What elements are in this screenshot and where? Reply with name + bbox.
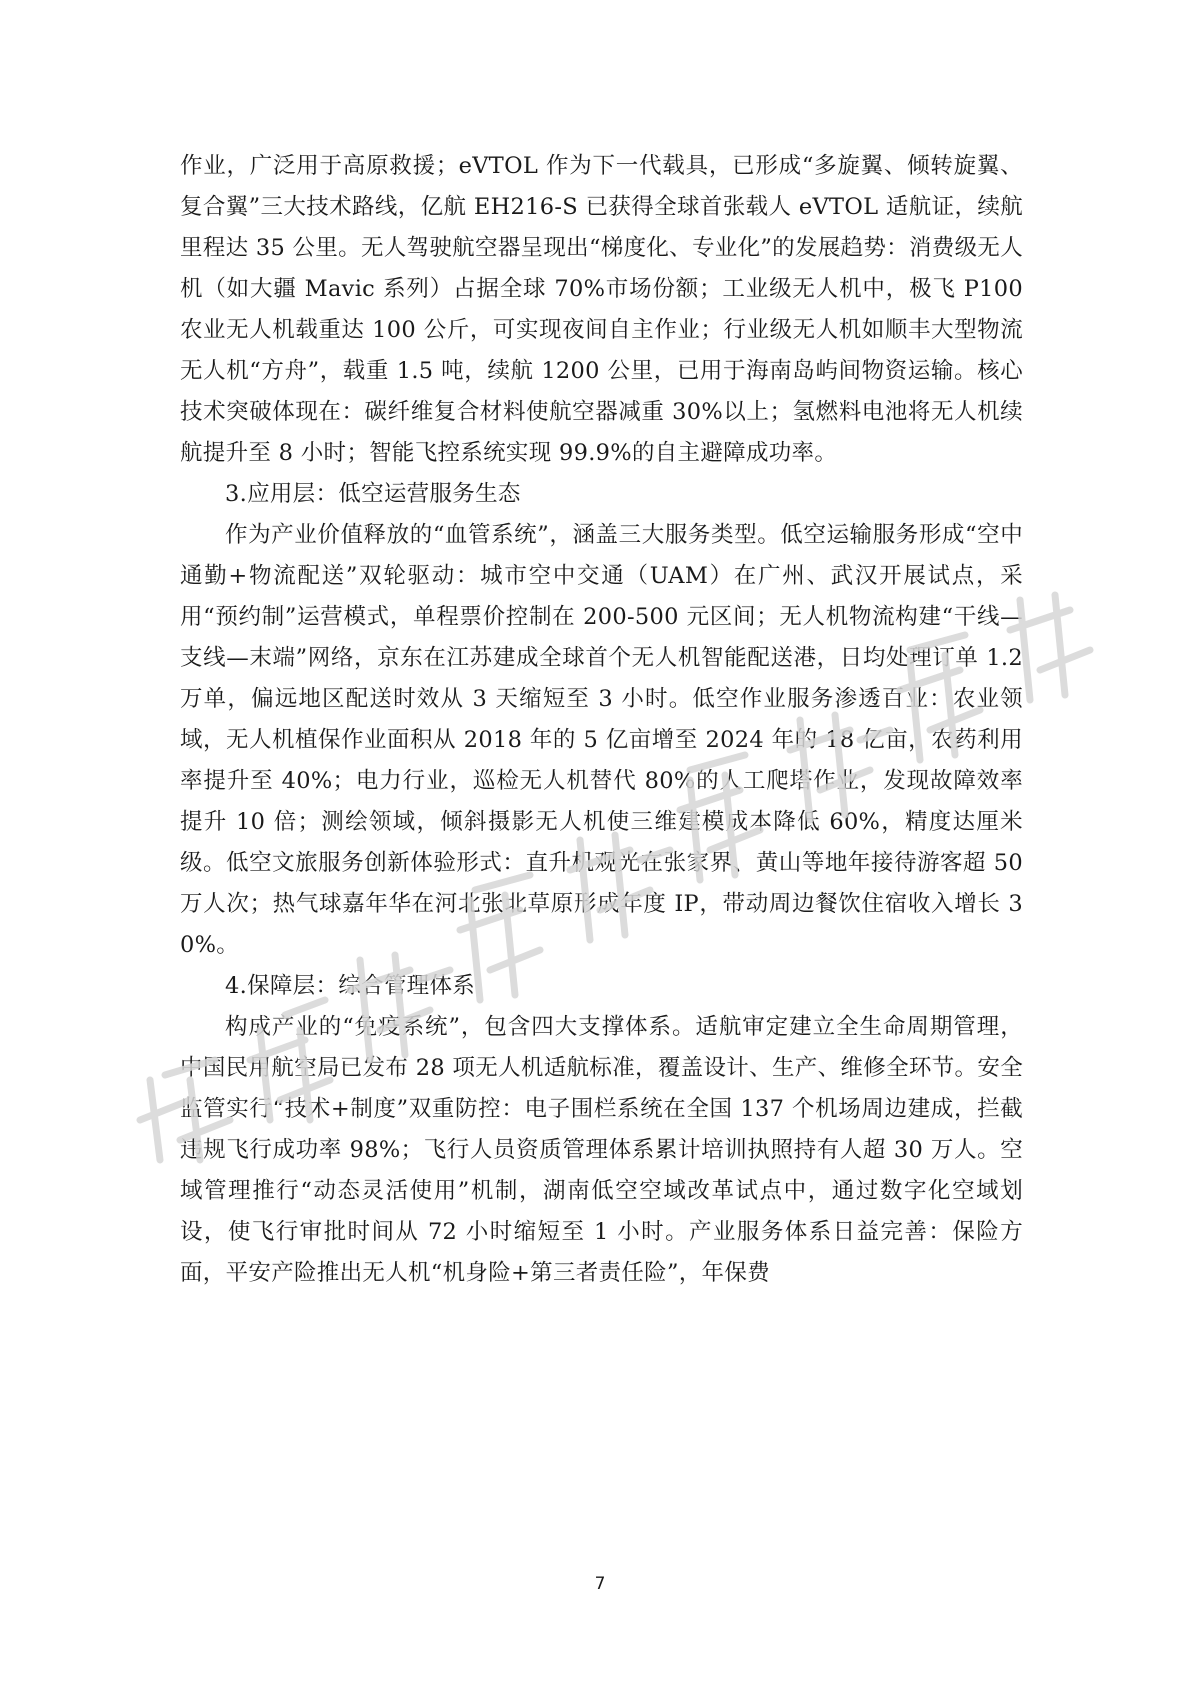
page-content (180, 146, 1023, 1294)
page-number: 7 (594, 1574, 606, 1594)
paragraph-support-layer: 构成产业的“免疫系统”，包含四大支撑体系。适航审定建立全生命周期管理，中国民用航空局已发布 28 项无人机适航标准，覆盖设计、生产、维修全环节。安全监管实行“技术+制度”双重防控：电子围栏系统在全国 137 个机场周边建成，拦截违规飞行成功率 98%；飞行人员资质管理体系累计培训执照持有人超 30 万人。空域管理推行“动态灵活使用”机制，湖南低空空域改革试点中，通过数字化空域划设，使飞行审批时间从 72 小时缩短至 1 小时。产业服务体系日益完善：保险方面，平安产险推出无人机“机身险+第三者责任险”，年保费 (180, 1014, 1023, 1286)
section-heading-application-layer: 3.应用层：低空运营服务生态 (225, 481, 521, 507)
paragraph-application-layer: 作为产业价值释放的“血管系统”，涵盖三大服务类型。低空运输服务形成“空中通勤+物流配送”双轮驱动：城市空中交通（UAM）在广州、武汉开展试点，采用“预约制”运营模式，单程票价控制在 200-500 元区间；无人机物流构建“干线—支线—末端”网络，京东在江苏建成全球首个无人机智能配送港，日均处理订单 1.2 万单，偏远地区配送时效从 3 天缩短至 3 小时。低空作业服务渗透百业：农业领域，无人机植保作业面积从 2018 年的 5 亿亩增至 2024 年的 18 亿亩，农药利用率提升至 40%；电力行业，巡检无人机替代 80%的人工爬塔作业，发现故障效率提升 10 倍；测绘领域，倾斜摄影无人机使三维建模成本降低 60%，精度达厘米级。低空文旅服务创新体验形式：直升机观光在张家界、黄山等地年接待游客超 50 万人次；热气球嘉年华在河北张北草原形成年度 IP，带动周边餐饮住宿收入增长 30%。 (180, 522, 1023, 958)
paragraph-continuation: 作业，广泛用于高原救援；eVTOL 作为下一代载具，已形成“多旋翼、倾转旋翼、复合翼”三大技术路线，亿航 EH216-S 已获得全球首张载人 eVTOL 适航证，续航里程达 35 公里。无人驾驶航空器呈现出“梯度化、专业化”的发展趋势：消费级无人机（如大疆 Mavic 系列）占据全球 70%市场份额；工业级无人机中，极飞 P100 农业无人机载重达 100 公斤，可实现夜间自主作业；行业级无人机如顺丰大型物流无人机“方舟”，载重 1.5 吨，续航 1200 公里，已用于海南岛屿间物资运输。核心技术突破体现在：碳纤维复合材料使航空器减重 30%以上；氢燃料电池将无人机续航提升至 8 小时；智能飞控系统实现 99.9%的自主避障成功率。 (180, 153, 1023, 466)
section-heading-support-layer: 4.保障层：综合管理体系 (225, 973, 476, 999)
